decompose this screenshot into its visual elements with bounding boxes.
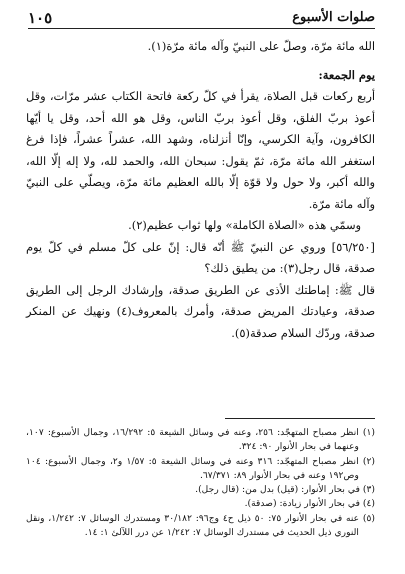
paragraph-continuation: الله مائة مرّة، وصلّ على النبيّ وآله مائة مرّة(١). (147, 39, 375, 53)
paragraph-prayer-name: وسمّي هذه «الصلاة الكاملة» ولها ثواب عظيم(٢). (128, 218, 361, 232)
main-text (26, 36, 375, 344)
footnote-3: (٣) في بحار الأنوار: (قيل) بدل من: (قال رجل). (195, 484, 375, 496)
paragraph-hadith-answer: قال ﷺ: إماطتك الأذى عن الطريق صدقة، وإرشادك الرجل إلى الطريق صدقة، وعيادتك المريض صدقة، وأمرك بالمعروف(٤) ونهيك عن المنكر صدقة، وردّك السلام صدقة(٥). (26, 282, 375, 340)
paragraph-hadith: [٥٦/٢٥٠] وروي عن النبيّ ﷺ أنّه قال: إنّ على كلّ مسلم في كلّ يوم صدقة، قال رجل(٣): من يطيق ذلك؟ (26, 239, 375, 275)
section-heading: يوم الجمعة: (318, 67, 375, 82)
running-title: صلوات الأسبوع (292, 10, 375, 25)
footnote-divider (225, 418, 375, 419)
page-header (28, 6, 375, 29)
footnote-2: (٢) انظر مصباح المتهجّد: ٣١٦ وعنه في وسائل الشيعة ٥: ١/٥٧ و٢، وجمال الأسبوع: ١٠٤ وص١٩٢ وعنه في بحار الأنوار ٨٩: ٦٧/٣٧١. (26, 455, 375, 481)
footnote-5: (٥) عنه في بحار الأنوار ٧٥: ٥٠ ذيل ح٤ وج٩٦: ٣٠/١٨٢ ومستدرك الوسائل ٧: ١/٢٤٢، ونقل النوري ذيل الحديث في مستدرك الوسائل ٧: ١/٢٤٢ عن درر اللآلئ ١: ١٤. (26, 512, 375, 539)
page-number: ١٠٥ (28, 9, 53, 27)
paragraph-prayer-description: أربع ركعات قبل الصلاة، يقرأ في كلّ ركعة فاتحة الكتاب عشر مرّات، وقل أعوذ بربّ الفلق، وقل أعوذ بربّ الناس، وقل هو الله أحد، وقل يا أيّها الكافرون، وآية الكرسي، وإنّا أنزلناه، وشهد الله، عشراً عشراً، فإذا فرغ استغفر الله مائة مرّة، ثمّ يقول: سبحان الله، والحمد لله، ولا إله إلّا الله، والله أكبر، ولا حول ولا قوّة إلّا بالله العظيم مائة مرّة، ويصلّي على النبيّ وآله مائة مرّة. (26, 89, 375, 211)
footnote-1: (١) انظر مصباح المتهجّد: ٢٥٦، وعنه في وسائل الشيعة ٥: ١٦/٢٩٢، وجمال الأسبوع: ١٠٧، وعنهما في بحار الأنوار ٩٠: ٣٢٤. (26, 427, 375, 453)
footnotes (26, 426, 375, 540)
footnote-4: (٤) في بحار الأنوار زيادة: (صدقة). (244, 498, 375, 510)
